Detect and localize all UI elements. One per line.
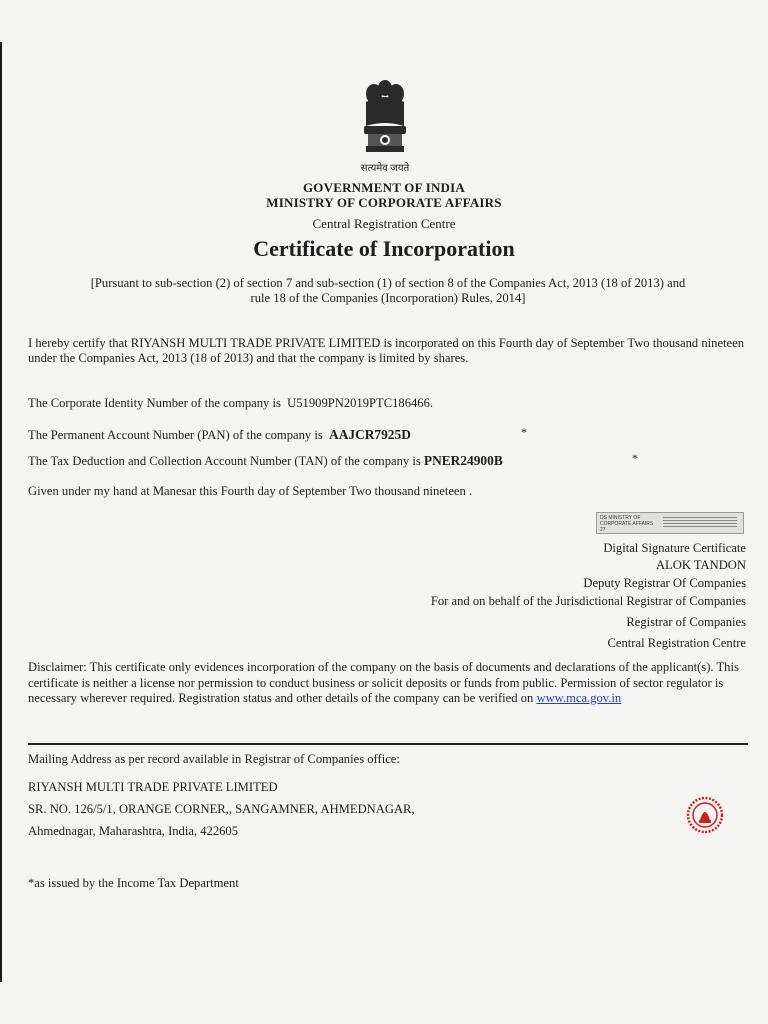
- pan-label: The Permanent Account Number (PAN) of the company is: [28, 428, 323, 442]
- signature-stamp-lines: [663, 517, 737, 529]
- signature-stamp-text: DS MINISTRY OF CORPORATE AFFAIRS 27: [600, 515, 654, 533]
- digital-signature-stamp: [596, 512, 744, 534]
- cin-value: U51909PN2019PTC186466.: [287, 396, 434, 410]
- government-heading: GOVERNMENT OF INDIA: [303, 180, 465, 195]
- mca-website-link[interactable]: www.mca.gov.in: [536, 691, 622, 705]
- registration-centre-line: Central Registration Centre: [607, 636, 746, 650]
- pursuant-line-1: [Pursuant to sub-section (2) of section 7 and sub-section (1) of section 8 of the Companies Act, 2013 (18 of 2013) and: [90, 276, 686, 290]
- footnote: [28, 876, 239, 891]
- mailing-address-line-1: SR. NO. 126/5/1, ORANGE CORNER,, SANGAMNER, AHMEDNAGAR,: [28, 802, 415, 816]
- tan-line: [28, 453, 748, 469]
- tan-value: PNER24900B: [423, 453, 503, 468]
- pan-value: AAJCR7925D: [329, 427, 411, 442]
- registration-centre-heading: Central Registration Centre: [312, 216, 456, 231]
- certification-paragraph: I hereby certify that RIYANSH MULTI TRADE PRIVATE LIMITED is incorporated on this Fourth day of September Two thousand nineteen under the Companies Act, 2013 (18 of 2013) and that the company is limited by shares.: [28, 336, 745, 365]
- pursuant-line-2: rule 18 of the Companies (Incorporation) Rules, 2014]: [250, 291, 526, 305]
- cin-line: [28, 396, 748, 411]
- national-emblem-icon: [354, 74, 416, 174]
- cin-label: The Corporate Identity Number of the company is: [28, 396, 281, 410]
- signature-certificate-label: Digital Signature Certificate: [603, 541, 746, 555]
- ministry-heading: MINISTRY OF CORPORATE AFFAIRS: [266, 195, 502, 210]
- pan-asterisk: *: [521, 425, 527, 439]
- mailing-address-heading: Mailing Address as per record available in Registrar of Companies office:: [28, 752, 400, 766]
- mailing-company-name: RIYANSH MULTI TRADE PRIVATE LIMITED: [28, 780, 278, 794]
- footnote-asterisk: *: [28, 876, 35, 890]
- signatory-name: ALOK TANDON: [655, 558, 746, 572]
- mailing-address-line-2: Ahmednagar, Maharashtra, India, 422605: [28, 824, 239, 838]
- pan-line: [28, 427, 748, 443]
- emblem-motto: सत्यमेव जयते: [360, 163, 410, 174]
- disclaimer-text: Disclaimer: This certificate only evidences incorporation of the company on the basis of documents and declarations of the applicant(s). This certificate is neither a license nor permission to conduct business or solicit deposits or funds from public. Permission of sector regulator is necessary wherever required. Registration status and other details of the company can be verified on: [28, 660, 739, 705]
- section-divider: [28, 743, 748, 745]
- given-under-hand-line: Given under my hand at Manesar this Fourth day of September Two thousand nineteen .: [28, 484, 473, 498]
- registrar-line: Registrar of Companies: [626, 615, 746, 629]
- footnote-text: as issued by the Income Tax Department: [34, 876, 239, 890]
- on-behalf-line: For and on behalf of the Jurisdictional Registrar of Companies: [430, 594, 746, 608]
- disclaimer-paragraph: [28, 660, 748, 707]
- tan-label: The Tax Deduction and Collection Account Number (TAN) of the company is: [28, 454, 421, 468]
- tan-asterisk: *: [632, 451, 638, 465]
- pursuant-statement: [28, 276, 748, 306]
- certificate-title: Certificate of Incorporation: [253, 236, 515, 261]
- ministry-seal-icon: [686, 796, 724, 834]
- signatory-designation: Deputy Registrar Of Companies: [583, 576, 746, 590]
